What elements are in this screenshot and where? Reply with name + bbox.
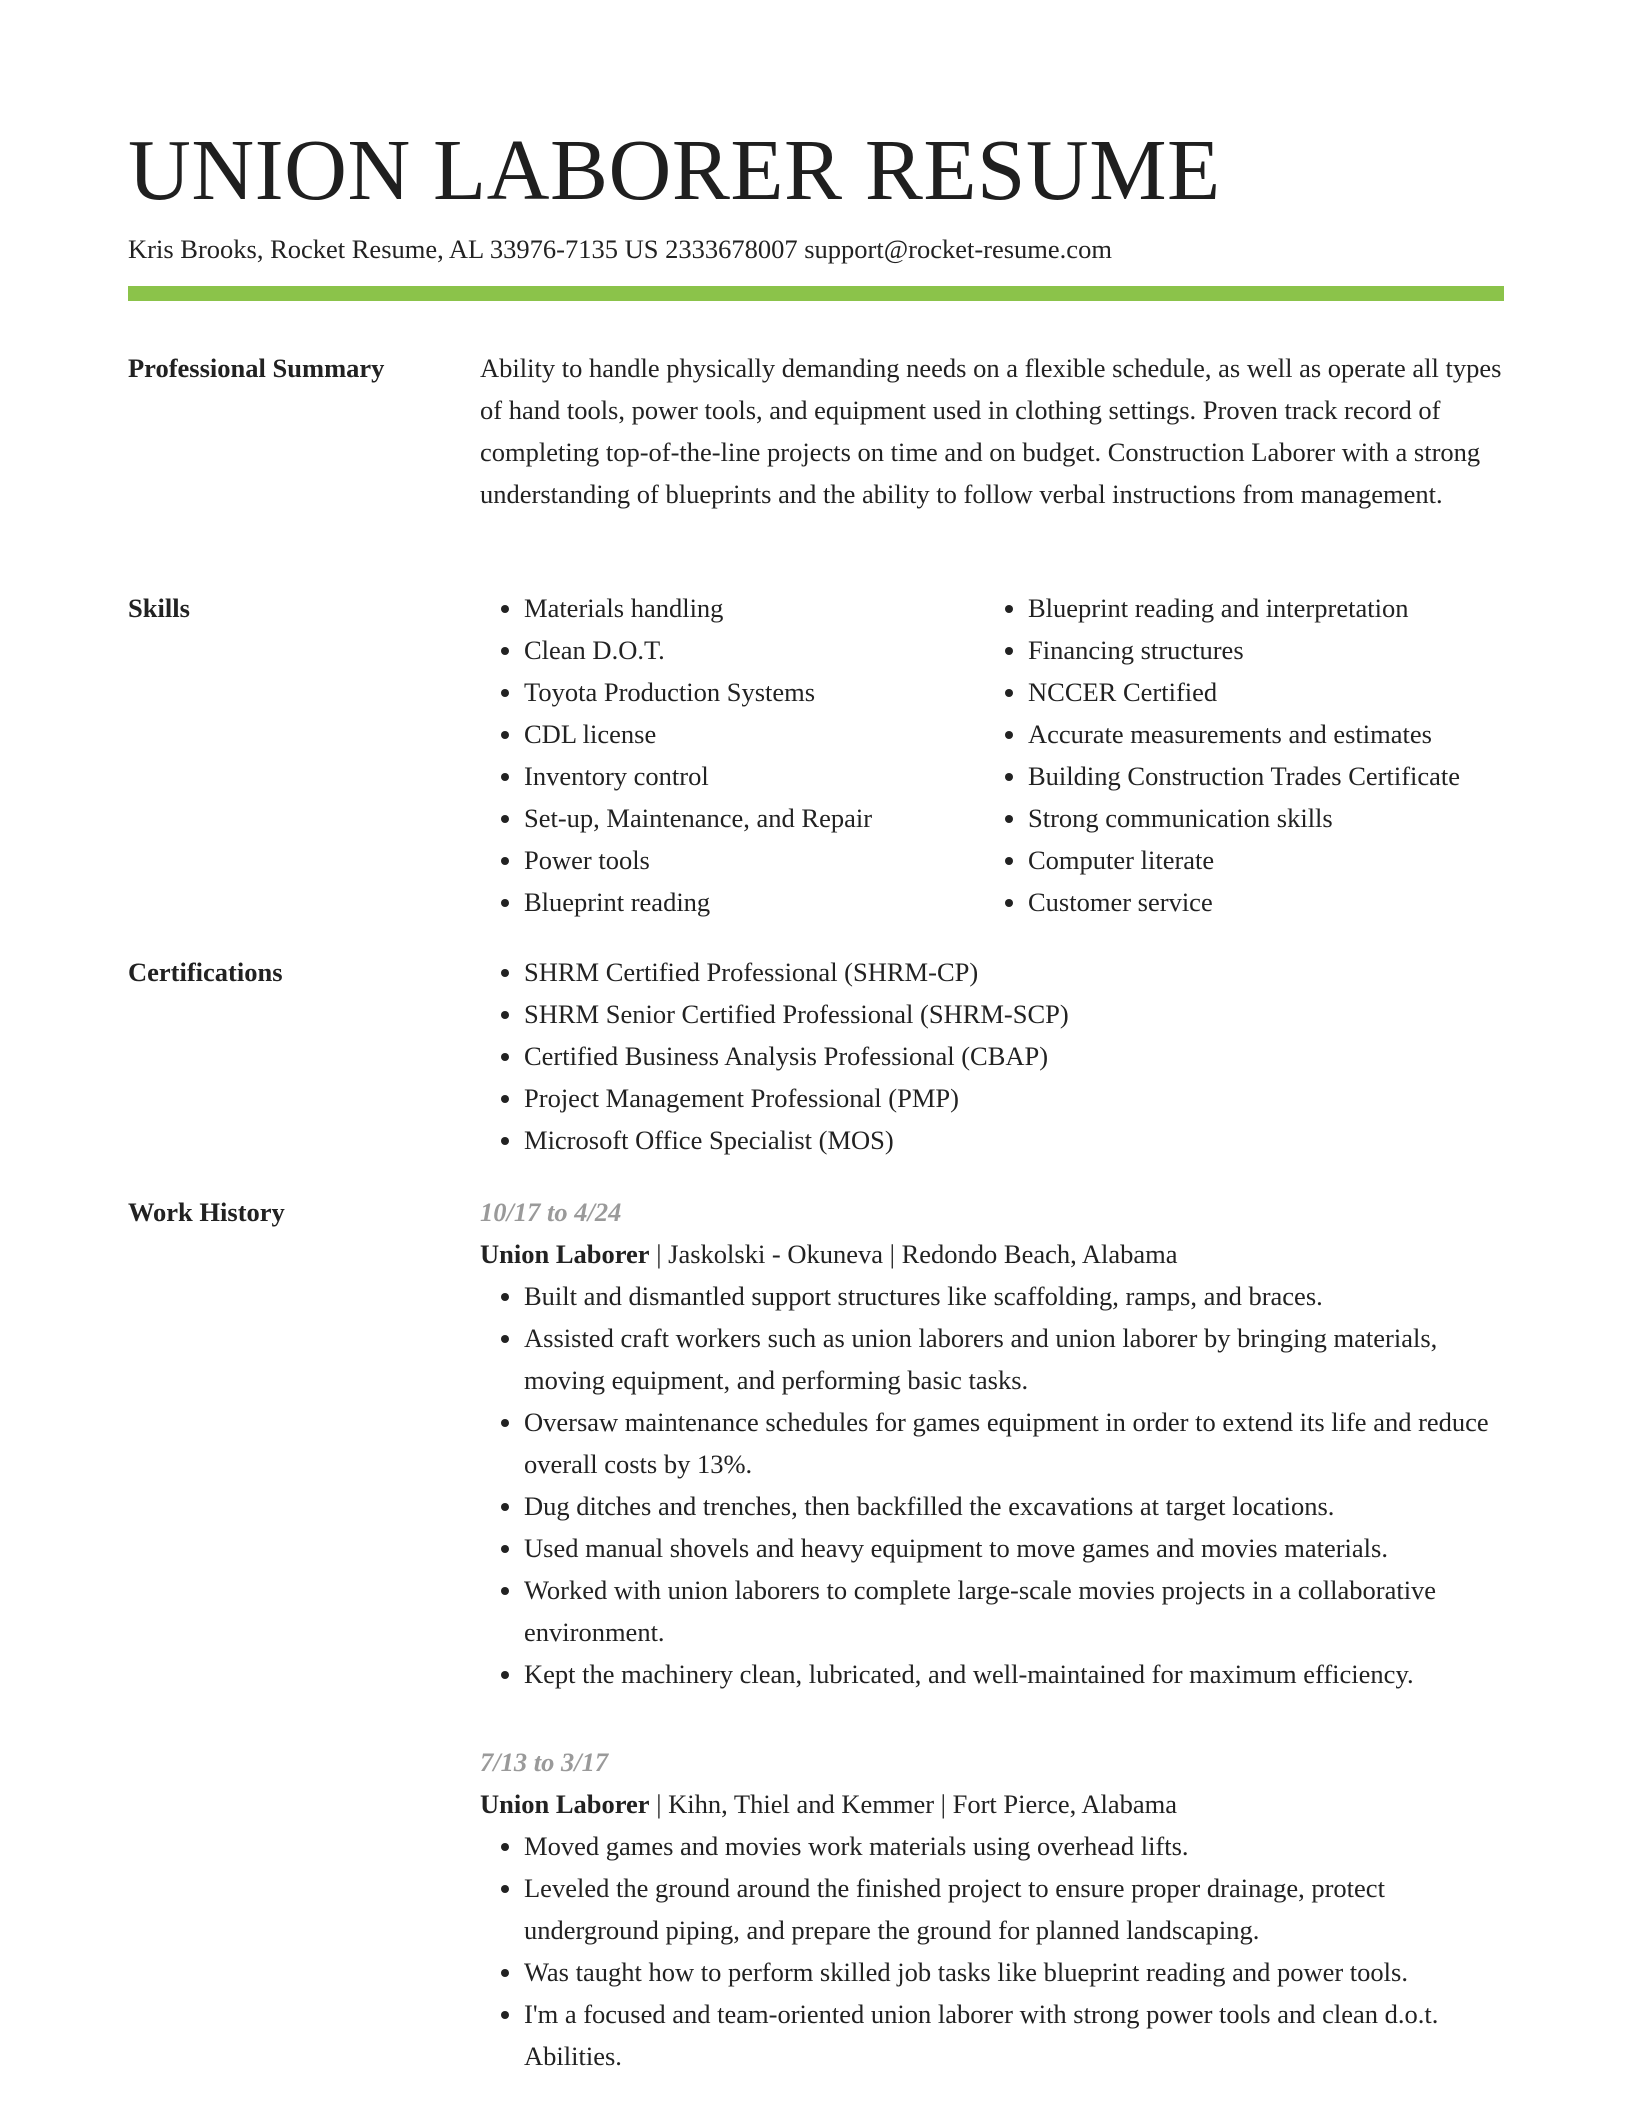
job-heading — [480, 1783, 1504, 1825]
skill-item: • Clean D.O.T. — [524, 629, 1024, 671]
skill-item: • Financing structures — [1028, 629, 1558, 671]
job-bullet: • I'm a focused and team-oriented union laborer with strong power tools and clean d.o.t. Abilities. — [524, 1993, 1504, 2077]
skill-item: • Inventory control — [524, 755, 1024, 797]
job-bullet: • Kept the machinery clean, lubricated, and well-maintained for maximum efficiency. — [524, 1653, 1504, 1695]
skills-column-2 — [984, 587, 1558, 923]
job-bullet: • Moved games and movies work materials using overhead lifts. — [524, 1825, 1504, 1867]
summary-label: Professional Summary — [128, 353, 385, 383]
job-details: | Kihn, Thiel and Kemmer | Fort Pierce, Alabama — [649, 1789, 1178, 1819]
job-bullet: • Was taught how to perform skilled job tasks like blueprint reading and power tools. — [524, 1951, 1504, 1993]
job-entry — [480, 1741, 1504, 2077]
job-bullet: • Assisted craft workers such as union laborers and union laborer by bringing materials, moving equipment, and performing basic tasks. — [524, 1317, 1504, 1401]
certification-item: • Microsoft Office Specialist (MOS) — [524, 1119, 1504, 1161]
skill-item: • Materials handling — [524, 587, 1024, 629]
job-bullet: • Oversaw maintenance schedules for games equipment in order to extend its life and reduce overall costs by 13%. — [524, 1401, 1504, 1485]
certification-item: • Project Management Professional (PMP) — [524, 1077, 1504, 1119]
certifications-list — [480, 951, 1504, 1161]
skill-item: • CDL license — [524, 713, 1024, 755]
skill-item: • Blueprint reading — [524, 881, 1024, 923]
summary-content — [480, 347, 1504, 515]
job-title: Union Laborer — [480, 1239, 650, 1269]
certification-item: • Certified Business Analysis Professional (CBAP) — [524, 1035, 1504, 1077]
accent-divider — [128, 286, 1504, 301]
job-heading — [480, 1233, 1504, 1275]
job-entry — [480, 1191, 1504, 1695]
job-title: Union Laborer — [480, 1789, 650, 1819]
skill-item: • Computer literate — [1028, 839, 1558, 881]
job-dates: 10/17 to 4/24 — [480, 1197, 622, 1227]
certifications-label: Certifications — [128, 957, 283, 987]
certifications-content — [480, 951, 1504, 1161]
resume-title: UNION LABORER RESUME — [128, 121, 1221, 218]
skills-label: Skills — [128, 593, 190, 623]
contact-info: Kris Brooks, Rocket Resume, AL 33976-7135 US 2333678007 support@rocket-resume.com — [128, 234, 1112, 264]
job-bullet: • Built and dismantled support structures like scaffolding, ramps, and braces. — [524, 1275, 1504, 1317]
skill-item: • Accurate measurements and estimates — [1028, 713, 1558, 755]
certification-item: • SHRM Senior Certified Professional (SHRM-SCP) — [524, 993, 1504, 1035]
skills-columns — [480, 587, 1504, 927]
work-history-label: Work History — [128, 1197, 285, 1227]
job-bullet: • Used manual shovels and heavy equipment to move games and movies materials. — [524, 1527, 1504, 1569]
skill-item: • Building Construction Trades Certificate — [1028, 755, 1558, 797]
job-dates: 7/13 to 3/17 — [480, 1747, 609, 1777]
skill-item: • Power tools — [524, 839, 1024, 881]
skill-item: • Customer service — [1028, 881, 1558, 923]
job-bullet: • Leveled the ground around the finished project to ensure proper drainage, protect underground piping, and prepare the ground for planned landscaping. — [524, 1867, 1504, 1951]
skill-item: • Strong communication skills — [1028, 797, 1558, 839]
job-bullet: • Worked with union laborers to complete large-scale movies projects in a collaborative environment. — [524, 1569, 1504, 1653]
certification-item: • SHRM Certified Professional (SHRM-CP) — [524, 951, 1504, 993]
skill-item: • Toyota Production Systems — [524, 671, 1024, 713]
skills-content — [480, 587, 1504, 927]
job-details: | Jaskolski - Okuneva | Redondo Beach, Alabama — [649, 1239, 1178, 1269]
skill-item: • Blueprint reading and interpretation — [1028, 587, 1558, 629]
skill-item: • NCCER Certified — [1028, 671, 1558, 713]
job-bullet: • Dug ditches and trenches, then backfilled the excavations at target locations. — [524, 1485, 1504, 1527]
job-bullets — [480, 1275, 1504, 1695]
summary-text: Ability to handle physically demanding needs on a flexible schedule, as well as operate all types of hand tools, power tools, and equipment used in clothing settings. Proven track record of completing top-of-the-line projects on time and on budget. Construction Laborer with a strong understanding of blueprints and the ability to follow verbal instructions from management. — [480, 353, 1502, 509]
job-bullets — [480, 1825, 1504, 2077]
skill-item: • Set-up, Maintenance, and Repair — [524, 797, 1024, 839]
skills-column-1 — [480, 587, 1024, 923]
